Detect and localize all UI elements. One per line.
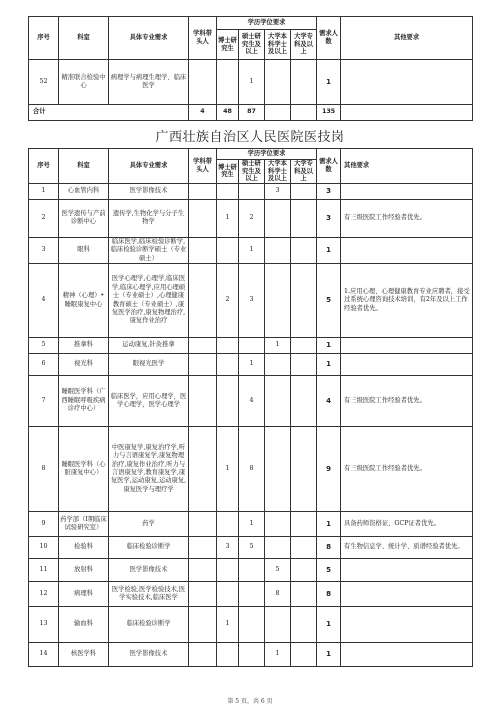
cell-bachelor	[265, 354, 291, 376]
cell-need: 4	[317, 376, 341, 427]
cell-bachelor	[265, 60, 291, 105]
header-degree-group: 学历学位要求	[217, 17, 317, 30]
cell-leader	[189, 183, 217, 199]
header-leader: 学科带头人	[189, 149, 217, 184]
cell-leader	[189, 338, 217, 354]
cell-other	[341, 582, 473, 607]
cell-bachelor	[265, 607, 291, 643]
cell-master	[239, 643, 265, 667]
cell-master: 5	[239, 537, 265, 559]
cell-spec: 医学检验,医学检验技术,医学实验技术,临床医学	[109, 582, 189, 607]
table-row	[29, 427, 473, 512]
table-row	[29, 376, 473, 427]
cell-spec: 医学影像技术	[109, 559, 189, 582]
header-need: 需求人数	[317, 149, 341, 184]
header-degree-group: 学历学位要求	[217, 149, 317, 160]
cell-other: 有生物信息学、统计学、质谱经验者优先。	[341, 537, 473, 559]
cell-phd	[217, 338, 239, 354]
cell-master	[239, 582, 265, 607]
cell-master: 8	[239, 427, 265, 512]
cell-spec: 药学	[109, 512, 189, 537]
cell-other	[341, 354, 473, 376]
cell-seq: 4	[29, 264, 59, 338]
cell-seq: 13	[29, 607, 59, 643]
table-row	[29, 643, 473, 667]
cell-phd: 1	[217, 199, 239, 237]
cell-dept: 睡眠医学科（广西睡眠呼吸疾病诊疗中心）	[59, 376, 109, 427]
header-phd: 博士研究生	[217, 160, 239, 184]
cell-need: 1	[317, 237, 341, 263]
cell-master: 1	[239, 354, 265, 376]
cell-bachelor	[265, 264, 291, 338]
cell-need: 1	[317, 354, 341, 376]
cell-bachelor	[265, 237, 291, 263]
cell-college	[291, 183, 317, 199]
table-row	[29, 559, 473, 582]
cell-seq: 6	[29, 354, 59, 376]
header-phd: 博士研究生	[217, 30, 239, 60]
total-need: 135	[317, 105, 341, 121]
cell-spec: 中医康复学,康复治疗学,听力与言语康复学,康复物理治疗,康复作业治疗,听力与言语康复学,教育康复学,康复医学,运动康复,运动康复,康复医学与理疗学	[109, 427, 189, 512]
cell-bachelor	[265, 512, 291, 537]
cell-other	[341, 643, 473, 667]
total-college	[291, 105, 317, 121]
total-phd: 48	[217, 105, 239, 121]
cell-need: 8	[317, 537, 341, 559]
header-master: 硕士研究生及以上	[239, 160, 265, 184]
table-row	[29, 199, 473, 237]
cell-phd: 3	[217, 537, 239, 559]
section-title: 广西壮族自治区人民医院医技岗	[155, 130, 345, 145]
cell-leader	[189, 60, 217, 105]
cell-spec: 临床医学，应用心理学，医学心理学，医学心理学	[109, 376, 189, 427]
cell-dept: 放射科	[59, 559, 109, 582]
header-seq: 序号	[29, 17, 59, 60]
cell-dept: 视光科	[59, 354, 109, 376]
cell-need: 9	[317, 427, 341, 512]
header-bachelor: 大学本科学士及以上	[265, 30, 291, 60]
cell-other	[341, 607, 473, 643]
header-leader: 学科带头人	[189, 17, 217, 60]
cell-college	[291, 582, 317, 607]
cell-seq: 12	[29, 582, 59, 607]
cell-need: 5	[317, 559, 341, 582]
header-bachelor: 大学本科学士及以上	[265, 160, 291, 184]
cell-dept: 精神（心理）•睡眠康复中心	[59, 264, 109, 338]
cell-need: 5	[317, 264, 341, 338]
cell-leader	[189, 376, 217, 427]
cell-other: 有三级医院工作经验者优先。	[341, 199, 473, 237]
cell-seq: 52	[29, 60, 59, 105]
cell-phd	[217, 512, 239, 537]
cell-dept: 眼科	[59, 237, 109, 263]
cell-leader	[189, 512, 217, 537]
table-row	[29, 537, 473, 559]
table-row	[29, 512, 473, 537]
total-row	[29, 105, 473, 121]
cell-phd	[217, 559, 239, 582]
header-other: 其他要求	[341, 149, 473, 184]
header-other: 其他要求	[341, 17, 473, 60]
cell-master	[239, 559, 265, 582]
cell-college	[291, 376, 317, 427]
cell-spec: 眼视光医学	[109, 354, 189, 376]
cell-bachelor: 3	[265, 183, 291, 199]
cell-bachelor: 1	[265, 338, 291, 354]
cell-leader	[189, 582, 217, 607]
cell-master: 1	[239, 60, 265, 105]
cell-seq: 7	[29, 376, 59, 427]
cell-dept: 心血管内科	[59, 183, 109, 199]
cell-phd: 2	[217, 264, 239, 338]
cell-phd	[217, 582, 239, 607]
cell-bachelor	[265, 427, 291, 512]
cell-spec: 医学影像技术	[109, 643, 189, 667]
cell-need: 1	[317, 338, 341, 354]
cell-other	[341, 338, 473, 354]
cell-leader	[189, 199, 217, 237]
header-spec: 具体专业需求	[109, 149, 189, 184]
cell-need: 8	[317, 582, 341, 607]
table-row	[29, 264, 473, 338]
cell-leader	[189, 643, 217, 667]
cell-master	[239, 183, 265, 199]
cell-bachelor: 5	[265, 559, 291, 582]
cell-dept: 病理科	[59, 582, 109, 607]
cell-other: 有三级医院工作经验者优先。	[341, 376, 473, 427]
table-body	[29, 183, 473, 666]
header-seq: 序号	[29, 149, 59, 184]
cell-master	[239, 607, 265, 643]
cell-spec: 临床检验诊断学	[109, 537, 189, 559]
total-master: 87	[239, 105, 265, 121]
cell-master: 1	[239, 512, 265, 537]
cell-other: 具备药师资格证、GCP证者优先。	[341, 512, 473, 537]
cell-need: 1	[317, 607, 341, 643]
table-continuation	[28, 16, 473, 121]
cell-need: 3	[317, 199, 341, 237]
cell-seq: 10	[29, 537, 59, 559]
cell-other	[341, 237, 473, 263]
table-medical-technician	[28, 148, 473, 667]
cell-college	[291, 354, 317, 376]
cell-dept: 检验科	[59, 537, 109, 559]
cell-college	[291, 60, 317, 105]
cell-need: 1	[317, 643, 341, 667]
cell-master: 4	[239, 376, 265, 427]
cell-phd	[217, 354, 239, 376]
header-dept: 科室	[59, 149, 109, 184]
total-other	[341, 105, 473, 121]
cell-spec: 运动康复,针灸推拿	[109, 338, 189, 354]
page-footer: 第 5 页，共 6 页	[227, 698, 273, 705]
cell-other	[341, 60, 473, 105]
table-row	[29, 338, 473, 354]
table-row	[29, 582, 473, 607]
cell-phd	[217, 60, 239, 105]
header-need: 需求人数	[317, 17, 341, 60]
cell-seq: 1	[29, 183, 59, 199]
table-row	[29, 237, 473, 263]
cell-master	[239, 338, 265, 354]
total-leader: 4	[189, 105, 217, 121]
cell-other: 有三级医院工作经验者优先。	[341, 427, 473, 512]
total-bachelor	[265, 105, 291, 121]
cell-leader	[189, 427, 217, 512]
header-college: 大学专科及以上	[291, 160, 317, 184]
cell-bachelor	[265, 376, 291, 427]
cell-seq: 3	[29, 237, 59, 263]
cell-dept: 输血科	[59, 607, 109, 643]
cell-spec: 遗传学,生物化学与分子生物学	[109, 199, 189, 237]
cell-dept: 睡眠医学科（心脏康复中心）	[59, 427, 109, 512]
cell-college	[291, 427, 317, 512]
cell-master: 2	[239, 199, 265, 237]
total-label: 合计	[29, 105, 189, 121]
cell-college	[291, 237, 317, 263]
cell-bachelor	[265, 537, 291, 559]
cell-bachelor	[265, 199, 291, 237]
cell-other	[341, 559, 473, 582]
cell-seq: 14	[29, 643, 59, 667]
cell-spec: 临床检验诊断学	[109, 607, 189, 643]
cell-phd: 1	[217, 427, 239, 512]
cell-other: 1.应用心理、心理健康教育专业应聘者，接受过系统心理咨询技术培训，有2年及以上工作经验者优先。	[341, 264, 473, 338]
cell-college	[291, 512, 317, 537]
cell-spec: 病理学与病理生理学、临床医学	[109, 60, 189, 105]
cell-leader	[189, 354, 217, 376]
cell-college	[291, 559, 317, 582]
cell-dept: 药学部（I期临床试验研究室）	[59, 512, 109, 537]
header-master: 硕士研究生及以上	[239, 30, 265, 60]
cell-seq: 2	[29, 199, 59, 237]
cell-seq: 8	[29, 427, 59, 512]
cell-college	[291, 643, 317, 667]
table-row	[29, 60, 473, 105]
cell-dept: 推拿科	[59, 338, 109, 354]
header-college: 大学专科及以上	[291, 30, 317, 60]
cell-leader	[189, 237, 217, 263]
cell-phd	[217, 643, 239, 667]
header-spec: 具体专业需求	[109, 17, 189, 60]
table-row	[29, 607, 473, 643]
cell-college	[291, 607, 317, 643]
table-row	[29, 354, 473, 376]
cell-leader	[189, 537, 217, 559]
cell-seq: 11	[29, 559, 59, 582]
cell-need: 3	[317, 183, 341, 199]
table-row	[29, 183, 473, 199]
cell-need: 1	[317, 60, 341, 105]
cell-spec: 医学心理学,心理学,临床医学,临床心理学,应用心理硕士（专业硕士）,心理健康教育硕士（专业硕士）,康复医学治疗,康复物理治疗,康复作业治疗	[109, 264, 189, 338]
cell-leader	[189, 559, 217, 582]
cell-phd	[217, 376, 239, 427]
cell-need: 1	[317, 512, 341, 537]
cell-phd	[217, 183, 239, 199]
cell-master: 3	[239, 264, 265, 338]
cell-dept: 医学遗传与产前诊断中心	[59, 199, 109, 237]
cell-dept: 精准联合检验中心	[59, 60, 109, 105]
cell-bachelor: 1	[265, 643, 291, 667]
cell-dept: 核医学科	[59, 643, 109, 667]
cell-leader	[189, 264, 217, 338]
cell-college	[291, 264, 317, 338]
header-dept: 科室	[59, 17, 109, 60]
cell-seq: 9	[29, 512, 59, 537]
cell-college	[291, 199, 317, 237]
cell-bachelor: 8	[265, 582, 291, 607]
cell-master: 1	[239, 237, 265, 263]
cell-phd: 1	[217, 607, 239, 643]
cell-seq: 5	[29, 338, 59, 354]
cell-college	[291, 537, 317, 559]
cell-other	[341, 183, 473, 199]
cell-spec: 医学影像技术	[109, 183, 189, 199]
cell-spec: 临床医学,临床检验诊断学,临床检验诊断学硕士（专业硕士）	[109, 237, 189, 263]
cell-phd	[217, 237, 239, 263]
cell-leader	[189, 607, 217, 643]
cell-college	[291, 338, 317, 354]
